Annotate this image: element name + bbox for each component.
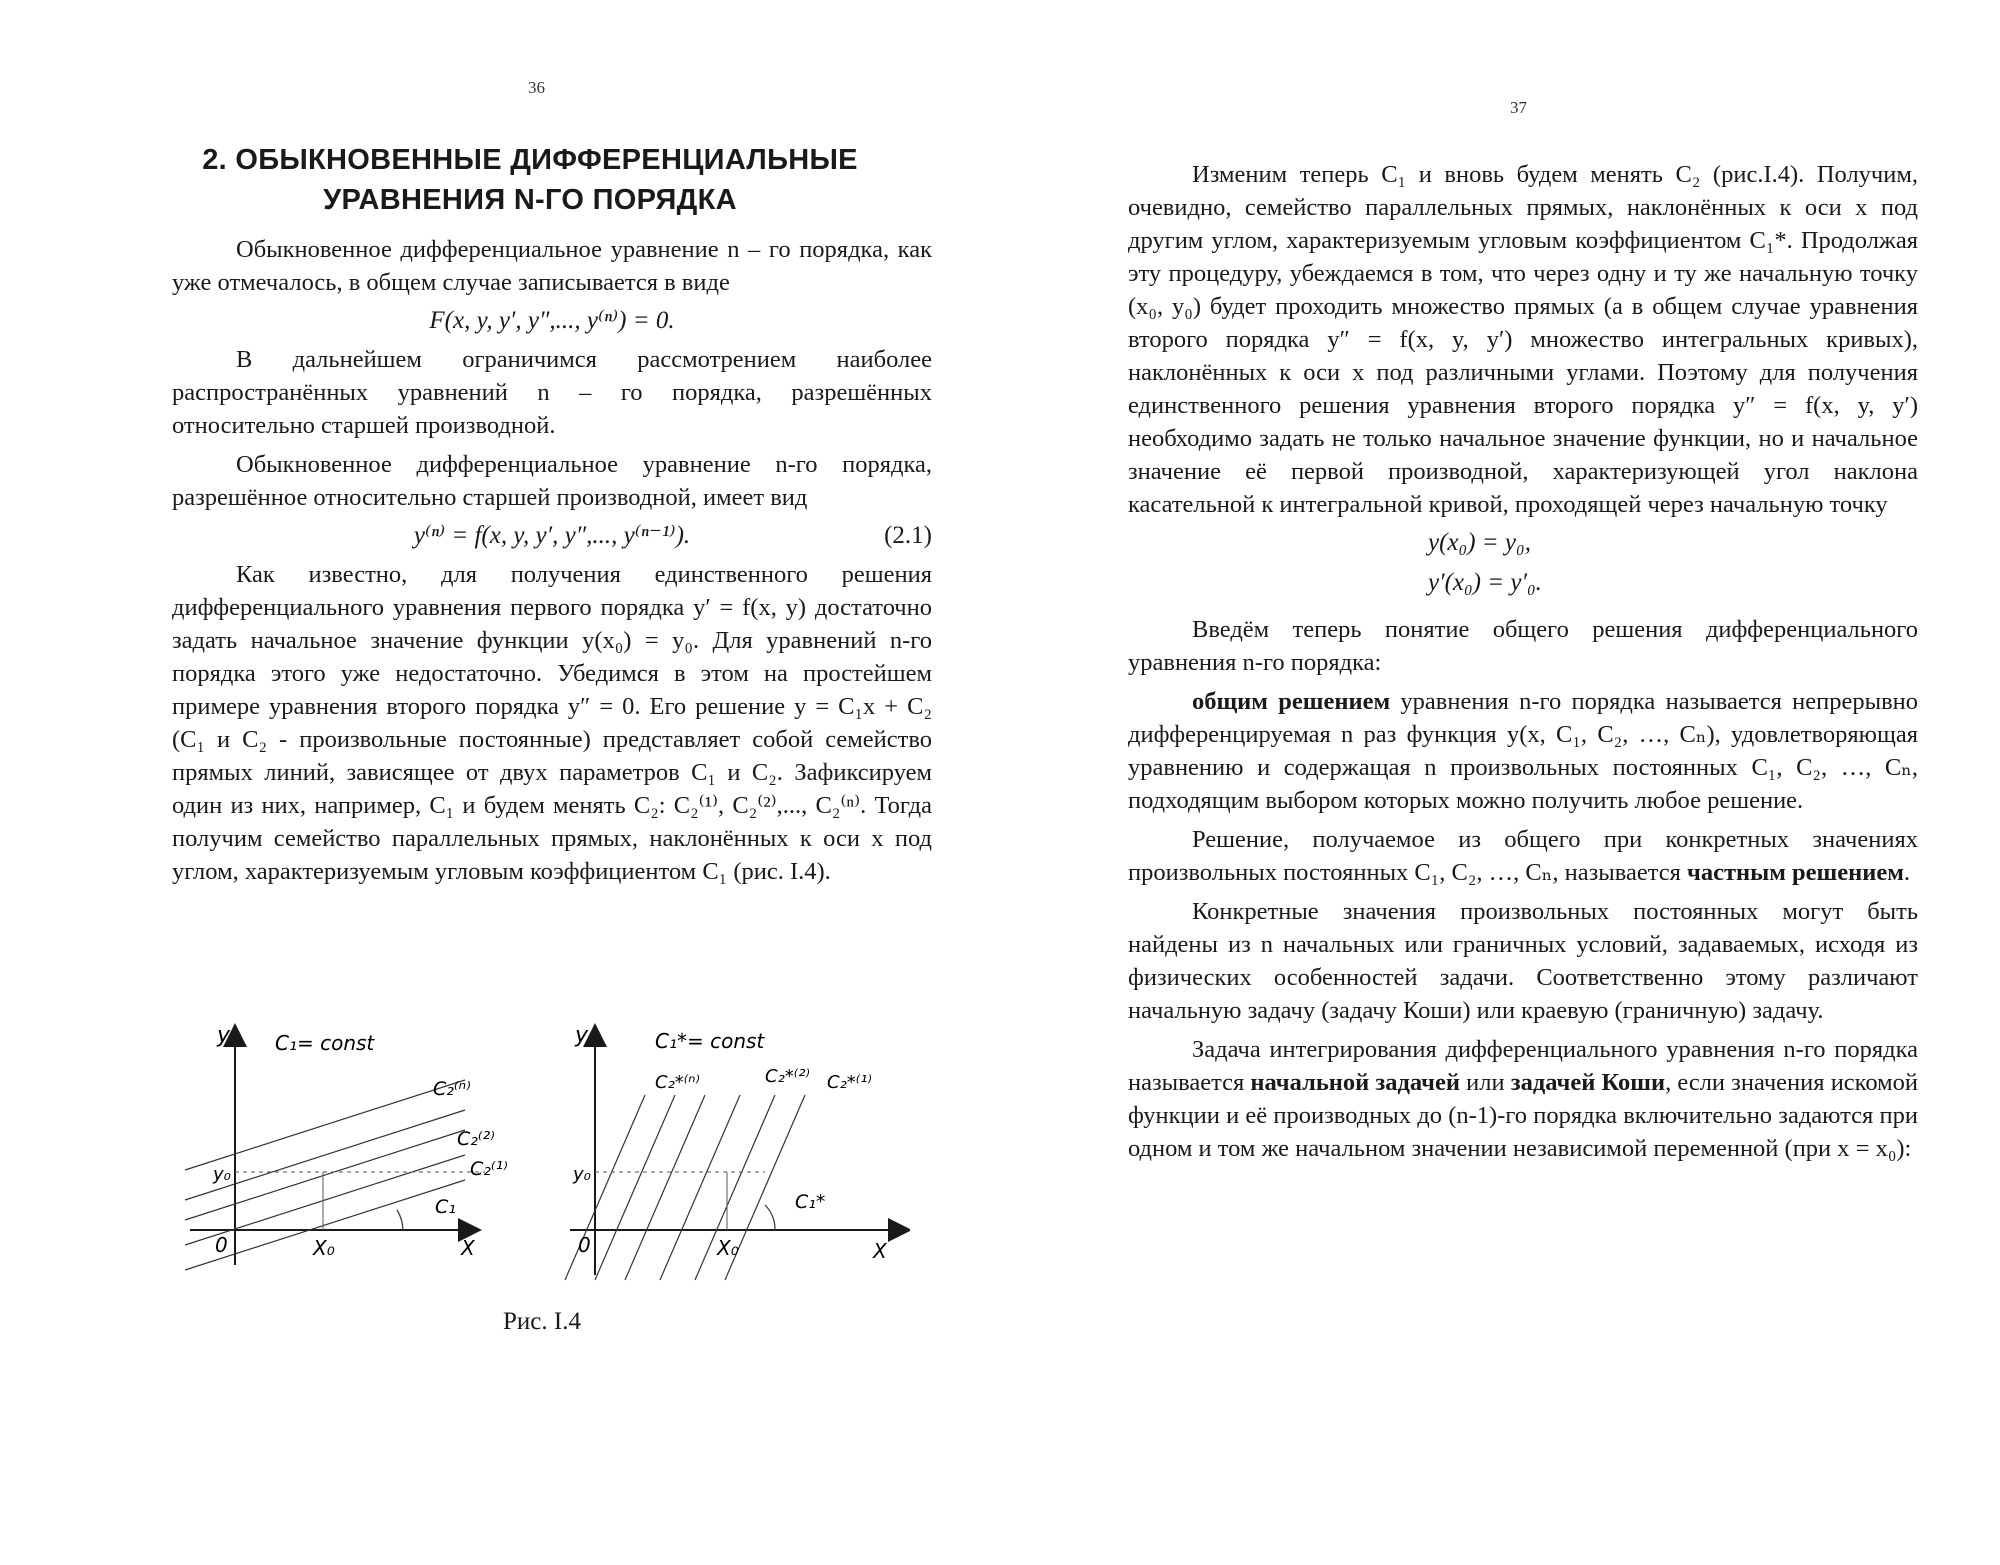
x-axis-label: X (461, 1236, 475, 1260)
family-line (185, 1080, 465, 1170)
origin-label-right: 0 (578, 1233, 591, 1257)
particular-end: . (1903, 859, 1911, 886)
initial-condition-1: y(x₀) = y₀, (1428, 529, 1531, 556)
line-label: C₂⁽ⁿ⁾ (433, 1078, 471, 1100)
family-line (565, 1095, 645, 1280)
right-page-text (1128, 158, 1918, 1165)
family-line (625, 1095, 705, 1280)
chapter-title (170, 140, 890, 220)
family-line (595, 1095, 675, 1280)
angle-label-left: C₁ (435, 1196, 456, 1218)
line-label: C₂*⁽¹⁾ (827, 1072, 872, 1093)
definition-text: уравнения n-го порядка называется непрерывно дифференцируемая n раз функция y(x, C₁, C₂, …, Cₙ), удовлетворяющая уравнению и содержащая n произвольных постоянных C₁, C₂, …, Cₙ, подходящим выбором которых можно получить любое решение. (1128, 688, 1918, 814)
angle-arc-right (765, 1205, 775, 1230)
term-cauchy-problem: задачей Коши (1510, 1069, 1666, 1096)
line-label: C₂*⁽²⁾ (765, 1066, 810, 1087)
figure-i-4 (165, 1020, 910, 1290)
family-line (185, 1110, 465, 1200)
paragraph-restriction: В дальнейшем ограничимся рассмотрением наиболее распространённых уравнений n – го порядка, разрешённых относительно старшей производной. (172, 346, 932, 439)
paragraph-resolved-form: Обыкновенное дифференциальное уравнение n-го порядка, разрешённое относительно старшей производной, имеет вид (172, 451, 932, 511)
particular-text: Решение, получаемое из общего при конкретных значениях произвольных постоянных C₁, C₂, …, Cₙ, называется (1128, 826, 1918, 886)
paragraph-change-c1: Изменим теперь C₁ и вновь будем менять C₂ (рис.I.4). Получим, очевидно, семейство параллельных прямых, наклонённых к оси x под другим углом, характеризуемым угловым коэффициентом C₁*. Продолжая эту процедуру, убеждаемся в том, что через одну и ту же начальную точку (x₀, y₀) будет проходить множество прямых (а в общем случае уравнения второго порядка y″ = f(x, y, y′) множество интегральных кривых), наклонённых к оси x под различными углами. Поэтому для получения единственного решения уравнения второго порядка y″ = f(x, y, y′) необходимо задать не только начальное значение функции, но и начальное значение её первой производной, характеризующей угол наклона касательной к интегральной кривой, проходящей через начальную точку (1128, 161, 1918, 518)
paragraph-cauchy (1128, 1033, 1918, 1165)
figure-graphs (165, 1020, 910, 1290)
paragraph-intro: Обыкновенное дифференциальное уравнение n – го порядка, как уже отмечалось, в общем случае записывается в виде (172, 236, 932, 296)
graph-right (565, 1023, 900, 1280)
cauchy-text-3: , если значения искомой функции и её производных до (n-1)-го порядка включительно задаются при одном и том же начальном значении независимой переменной (при x = x₀): (1128, 1069, 1918, 1162)
term-particular-solution: частным решением (1687, 859, 1904, 886)
paragraph-particular-definition (1128, 823, 1918, 889)
x-axis-label: X (873, 1239, 887, 1263)
origin-label-left: 0 (215, 1233, 228, 1257)
paragraph-general-definition (1128, 685, 1918, 817)
const-label-left: C₁= const (275, 1031, 375, 1055)
chapter-title-line-2: УРАВНЕНИЯ N-ГО ПОРЯДКА (323, 184, 737, 216)
graph-left (185, 1023, 508, 1270)
x0-label-left: X₀ (313, 1236, 335, 1260)
y-axis-label: y (217, 1023, 231, 1048)
page-number-right: 37 (1510, 98, 1527, 117)
term-general-solution: общим решением (1192, 688, 1391, 715)
right-page (1000, 0, 2000, 1565)
y0-label-right: y₀ (573, 1164, 591, 1185)
angle-arc-left (397, 1210, 403, 1230)
initial-condition-2: y′(x₀) = y′₀. (1428, 569, 1542, 596)
initial-conditions (1128, 525, 1918, 601)
line-label: C₂⁽²⁾ (457, 1128, 495, 1150)
equation-2-1 (172, 518, 932, 554)
paragraph-example: Как известно, для получения единственного решения дифференциального уравнения первого порядка y′ = f(x, y) достаточно задать начальное значение функции y(x₀) = y₀. Для уравнений n-го порядка этого уже недостаточно. Убедимся в этом на простейшем примере уравнения второго порядка y″ = 0. Его решение y = C₁x + C₂ (C₁ и C₂ - произвольные постоянные) представляет собой семейство прямых линий, зависящее от двух параметров C₁ и C₂. Зафиксируем один из них, например, C₁ и будем менять C₂: C₂⁽¹⁾, C₂⁽²⁾,..., C₂⁽ⁿ⁾. Тогда получим семейство параллельных прямых, наклонённых к оси x под углом, характеризуемым угловым коэффициентом C₁ (рис. I.4). (172, 561, 932, 885)
equation-general-form: F(x, y, y′, y″,..., y⁽ⁿ⁾) = 0. (429, 307, 675, 334)
equation-number: (2.1) (884, 522, 932, 549)
equation-2-1-body: y⁽ⁿ⁾ = f(x, y, y′, y″,..., y⁽ⁿ⁻¹⁾). (413, 522, 691, 549)
chapter-title-line-1: 2. ОБЫКНОВЕННЫЕ ДИФФЕРЕНЦИАЛЬНЫЕ (202, 144, 858, 176)
left-page-text (172, 233, 932, 888)
paragraph-general-intro: Введём теперь понятие общего решения дифференциального уравнения n-го порядка: (1128, 616, 1918, 676)
y-axis-label: y (575, 1023, 589, 1048)
const-label-right: C₁*= const (655, 1029, 765, 1053)
page-number-left: 36 (528, 78, 545, 97)
cauchy-text-2: или (1460, 1069, 1511, 1096)
line-label: C₂⁽¹⁾ (470, 1158, 508, 1180)
term-initial-problem: начальной задачей (1250, 1069, 1460, 1096)
line-label: C₂*⁽ⁿ⁾ (655, 1072, 700, 1093)
x0-label-right: X₀ (717, 1236, 739, 1260)
paragraph-conditions: Конкретные значения произвольных постоянных могут быть найдены из n начальных или граничных условий, задаваемых, исходя из физических особенностей задачи. Соответственно этому различают начальную задачу (задачу Коши) или краевую (граничную) задачу. (1128, 898, 1918, 1024)
cauchy-text-1: Задача интегрирования дифференциального уравнения n-го порядка называется (1128, 1036, 1918, 1096)
y0-label-left: y₀ (213, 1164, 231, 1185)
angle-label-right: C₁* (795, 1191, 826, 1213)
figure-caption: Рис. I.4 (503, 1308, 581, 1335)
